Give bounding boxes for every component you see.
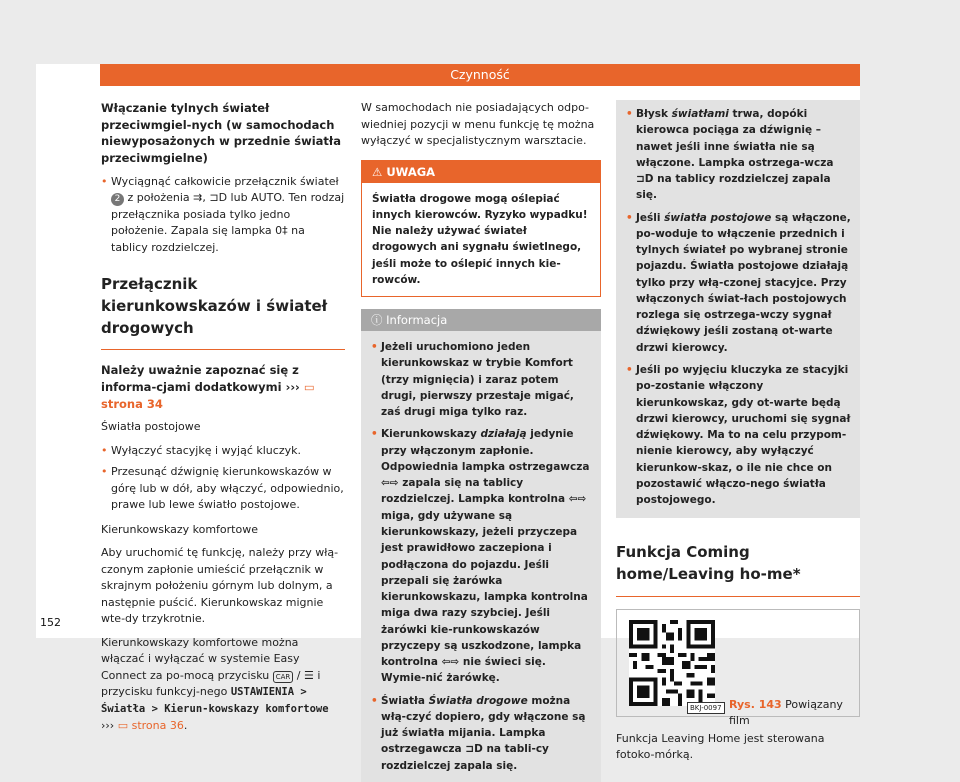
info-title: Informacja bbox=[386, 313, 448, 328]
bullet-text: trwa, dopóki kierowca pociąga za dźwignię – nawet jeśli inne światła nie są włączone. Lampka ostrzega-wcza ⊐D na tablicy rozdzielczej zapala się. bbox=[636, 108, 834, 202]
list-item bbox=[371, 693, 593, 774]
section-heading-coming-home: Funkcja Coming home/Leaving ho-me* bbox=[616, 532, 860, 597]
bullet-text: Jeśli bbox=[636, 211, 661, 224]
bullet-text: Kierunkowskazy bbox=[381, 428, 477, 441]
info-icon: ⓘ bbox=[371, 313, 383, 328]
bullet-text-italic: światłami bbox=[671, 108, 729, 120]
bullet-text: można włą-czyć dopiero, gdy włączone są już światła mijania. Lampka ostrzegawcza ⊐D na tabli-cy rozdzielczej zapala się. bbox=[381, 694, 586, 772]
list-item bbox=[371, 426, 593, 686]
info-box bbox=[361, 309, 601, 782]
warning-triangle-icon: ⚠ bbox=[372, 164, 383, 179]
paragraph-text: / ☰ i przycisku funkcyj-nego bbox=[101, 668, 321, 699]
paragraph: W samochodach nie posiadających odpo-wiedniej pozycji w menu funkcję tę można wyłączyć w specjalistycznym warsztacie. bbox=[361, 101, 595, 147]
warning-title: UWAGA bbox=[386, 164, 436, 179]
section-heading-turn-signals: Przełącznik kierunkowskazów i świateł drogowych bbox=[101, 264, 345, 350]
section-title-fog-lights: Włączanie tylnych świateł przeciwmgiel-nych (w samochodach niewyposażonych w przednie światła przeciwmgielne) bbox=[101, 101, 341, 166]
paragraph-text: ››› bbox=[101, 718, 115, 732]
menu-path: USTAWIENIA > Światła > Kierun-kowskazy komfortowe bbox=[101, 686, 329, 716]
bullet-text: z położenia ⇉, ⊐D lub AUTO. Ten rodzaj przełącznika posiada tylko jedno położenie. Zapala się lampka 0‡ na tablicy rozdzielczej. bbox=[111, 191, 345, 254]
page-ref-link[interactable]: strona 34 bbox=[101, 396, 163, 411]
bullet-text: Błysk bbox=[636, 108, 668, 120]
column-right bbox=[616, 100, 860, 771]
figure-caption bbox=[729, 697, 859, 730]
bullet-text-italic: światła postojowe bbox=[664, 211, 772, 224]
figure bbox=[616, 609, 860, 728]
bullet-text: jedynie przy włączonym zapłonie. Odpowiednia lampka ostrzegawcza ⇦⇨ zapala się na tablicy rozdzielczej. Lampka kontrolna ⇦⇨ miga, gdy używane są kierunkowskazy, jeżeli przyczepa jest prawidłowo zaczepiona i podłączona do pojazdu. Jeśli przepali się żarówka kierunkowskazu, lampka kontrolna miga dwa razy szybciej. Jeśli żarówki kie-runkowskazów przyczepy są uszkodzone, lampka kontrolna ⇦⇨ nie świeci się. Wymie-nić żarówkę. bbox=[381, 428, 590, 685]
book-icon: ▭ bbox=[117, 718, 129, 732]
qr-code-image[interactable] bbox=[629, 620, 715, 706]
page-header: Czynność bbox=[100, 64, 860, 86]
figure-caption-text: Powiązany film bbox=[729, 697, 843, 728]
note-text: Należy uważnie zapoznać się z informa-cjami dodatkowymi ››› bbox=[101, 363, 300, 395]
book-icon: ▭ bbox=[303, 380, 315, 395]
warning-box bbox=[361, 160, 601, 298]
warning-header bbox=[362, 161, 600, 183]
paragraph: Aby uruchomić tę funkcję, należy przy włą-czonym zapłonie umieścić przełącznik w skrajnym położeniu górnym lub dolnym, a następnie puścić. Kierunkowskaz mignie wte-dy trzykrotnie. bbox=[101, 546, 339, 626]
page-number: 152 bbox=[40, 616, 61, 629]
column-middle bbox=[361, 100, 601, 782]
bullet-text-italic: Światła drogowe bbox=[428, 694, 528, 707]
page-ref-link[interactable]: strona 36 bbox=[131, 718, 184, 732]
paragraph-text: . bbox=[183, 718, 188, 732]
list-item: • Przesunąć dźwignię kierunkowskazów w górę lub w dół, aby włączyć, odpowiednio, prawe lub lewe światło postojowe. bbox=[101, 464, 345, 514]
list-item bbox=[101, 174, 345, 257]
warning-text: Światła drogowe mogą oślepiać innych kierowców. Ryzyko wypadku! Nie należy używać świateł drogowych ani sygnału świetlnego, jeśli może to oślepić innych kie-rowców. bbox=[372, 192, 588, 286]
bullet-text: są włączone, po-woduje to włączenie przednich i tylnych świateł po wybranej stronie pojazdu. Światła postojowe działają tylko przy włą-czonej stacyjce. Przy włączonych świat-łach postojowych rozlega się ostrzega-wczy sygnał dźwiękowy jeśli zostaną ot-warte drzwi kierowcy. bbox=[636, 211, 851, 354]
bullet-text: Wyciągnąć całkowicie przełącznik świateł bbox=[111, 174, 339, 188]
figure-number: Rys. 143 bbox=[729, 697, 782, 711]
list-item bbox=[626, 106, 852, 204]
info-body bbox=[361, 331, 601, 782]
position-number-badge: 2 bbox=[111, 193, 124, 206]
list-item bbox=[626, 210, 852, 356]
paragraph-text: Kierunkowskazy komfortowe można włączać i wyłączać w systemie Easy Connect za po-mocą przycisku bbox=[101, 635, 300, 682]
bullet-text: Światła bbox=[381, 694, 425, 707]
list-item: • Jeśli po wyjęciu kluczyka ze stacyjki po-zostanie włączony kierunkowskaz, gdy ot-warte będą drzwi kierowcy, uruchomi się sygnał dźwiękowy. Ma to na celu przypom-nienie kierowcy, aby wyłączyć kierunkow-skaz, o ile nie chce on pozostawić włączo-nego światła postojowego. bbox=[626, 362, 852, 508]
note-paragraph bbox=[101, 362, 345, 412]
subheading-parking-lights: Światła postojowe bbox=[101, 420, 201, 434]
list-item: • Wyłączyć stacyjkę i wyjąć kluczyk. bbox=[101, 443, 345, 460]
paragraph bbox=[101, 635, 345, 735]
figure-code-label: BKJ-0097 bbox=[687, 702, 725, 714]
info-box-continued bbox=[616, 100, 860, 518]
info-header bbox=[361, 309, 601, 331]
list-item: • Jeżeli uruchomiono jeden kierunkowskaz w trybie Komfort (trzy mignięcia) i zaraz potem drugi, pierwszy przestaje migać, zaś drugi miga tylko raz. bbox=[371, 339, 593, 420]
subheading-comfort-signals: Kierunkowskazy komfortowe bbox=[101, 522, 258, 536]
column-left bbox=[101, 100, 345, 741]
paragraph: Funkcja Leaving Home jest sterowana fotoko-mórką. bbox=[616, 731, 825, 762]
car-button-icon: CAR bbox=[273, 671, 294, 684]
bullet-text-italic: działają bbox=[480, 428, 527, 441]
